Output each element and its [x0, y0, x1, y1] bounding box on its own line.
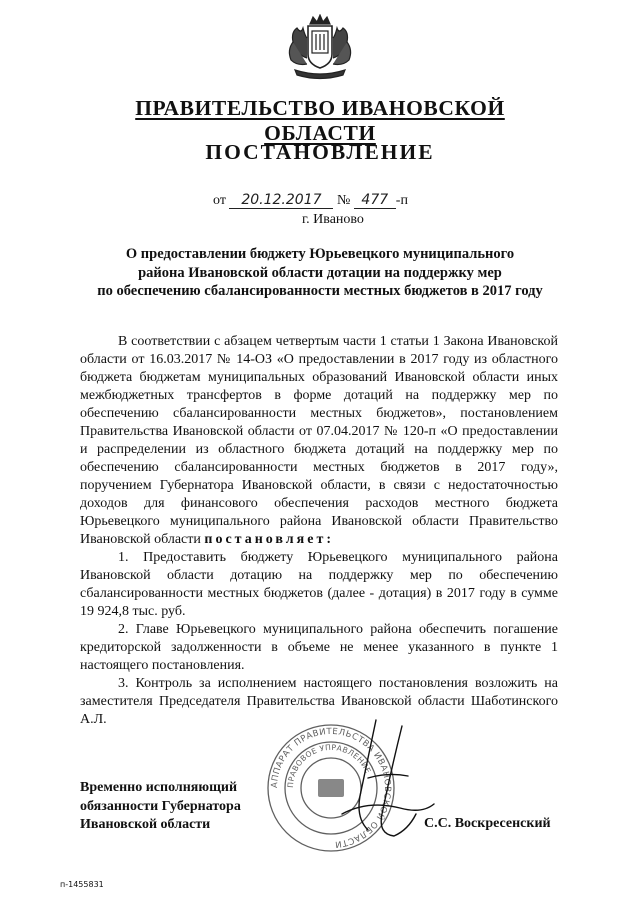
position-line: обязанности Губернатора [80, 798, 241, 814]
item-paragraph: 3. Контроль за исполнением настоящего постановления возложить на заместителя Председателя Правительства Ивановской области Шаботинского А.Л. [80, 676, 558, 727]
from-label: от [213, 193, 226, 208]
subject-line: района Ивановской области дотации на поддержку мер [138, 264, 502, 281]
handwritten-date: 20.12.2017 [229, 192, 333, 209]
subject-line: по обеспечению сбалансированности местных бюджетов в 2017 году [97, 283, 543, 299]
number-suffix: -п [395, 193, 408, 208]
number-label: № [336, 193, 351, 208]
item-paragraph: 1. Предоставить бюджету Юрьевецкого муниципального района Ивановской области дотацию на поддержку мер по обеспечению сбалансированности местных бюджетов (далее - дотация) в 2017 году в сумме 19 924,8 тыс. руб. [80, 550, 558, 619]
preamble-text: В соответствии с абзацем четвертым части 1 статьи 1 Закона Ивановской области от 16.03.2017 № 14-ОЗ «О предоставлении в 2017 году из областного бюджета бюджетам муниципальных образований Ивановской области иных межбюджетных трансфертов в форме дотаций на поддержку мер по обеспечению сбалансированности местных бюджетов», постановлением Правительства Ивановской области от 07.04.2017 № 120-п «О предоставлении и распределении из областного бюджета дотаций на поддержку мер по обеспечению сбалансированности местных бюджетов в 2017 году», поручением Губернатора Ивановской области, в связи с недостаточностью доходов для финансового обеспечения расходов местного бюджета Юрьевецкого муниципального района Ивановской области Правительство Ивановской области [80, 334, 558, 547]
coat-of-arms-emblem [283, 14, 357, 80]
document-type-heading: ПОСТАНОВЛЕНИЕ [205, 140, 435, 164]
item-paragraph: 2. Главе Юрьевецкого муниципального района обеспечить погашение кредиторской задолженности в объеме не менее указанного в пункте 1 настоящего постановления. [80, 622, 558, 673]
stamp-inner-text: ПРАВОВОЕ УПРАВЛЕНИЕ [285, 742, 373, 789]
handwritten-signature [338, 718, 438, 842]
position-line: Ивановской области [80, 817, 211, 832]
position-line: Временно исполняющий [80, 780, 238, 795]
preamble-paragraph [80, 333, 558, 549]
stamp-outer-text: АППАРАТ ПРАВИТЕЛЬСТВА ИВАНОВСКОЙ ОБЛАСТИ [269, 726, 393, 849]
subject-line: О предоставлении бюджету Юрьевецкого муниципального [125, 246, 515, 262]
handwritten-number: 477 [354, 192, 396, 209]
decrees-word: постановляет: [204, 532, 334, 547]
document-subject [70, 245, 570, 301]
signatory-position [80, 779, 241, 835]
signatory-name: С.С. Воскресенский [424, 816, 551, 831]
document-body [80, 333, 558, 729]
government-title: ПРАВИТЕЛЬСТВО ИВАНОВСКОЙ ОБЛАСТИ [135, 96, 505, 145]
city-name: г. Иваново [302, 212, 364, 227]
date-and-number-line [213, 192, 408, 209]
document-code: п-1455831 [60, 880, 104, 889]
